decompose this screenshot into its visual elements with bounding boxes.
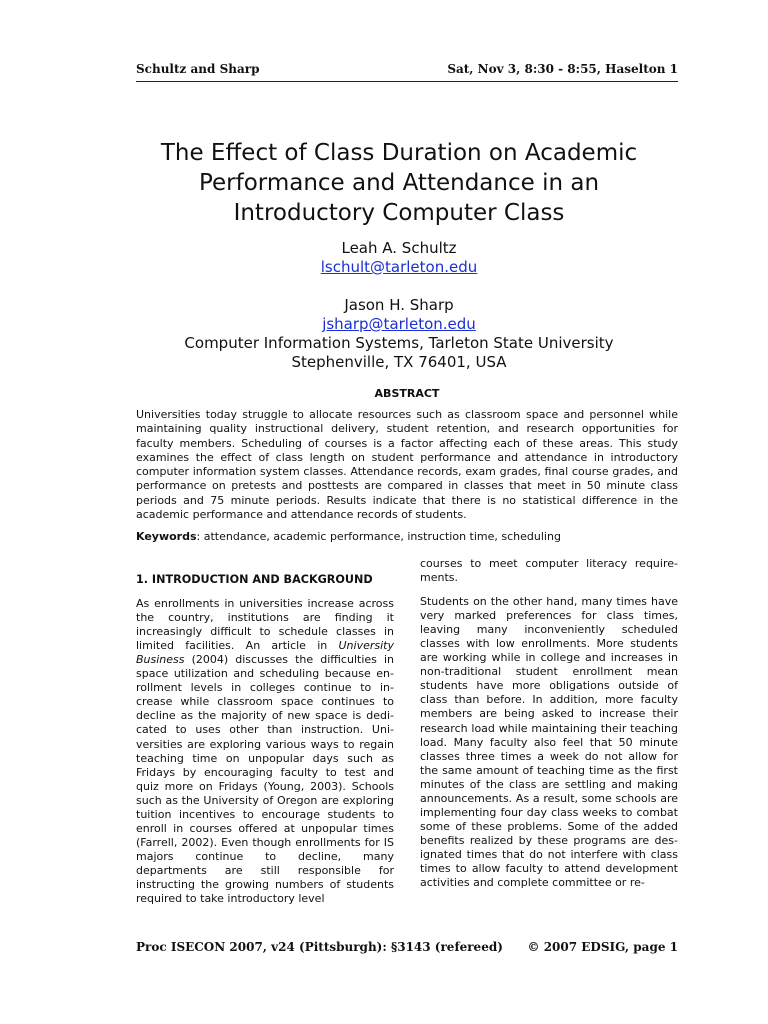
page-footer — [136, 940, 678, 954]
keywords-text: : attendance, academic performance, instruction time, scheduling — [196, 530, 561, 543]
author-2 — [120, 296, 678, 372]
author-1-email-link[interactable]: lschult@tarleton.edu — [320, 258, 478, 276]
author-2-name: Jason H. Sharp — [344, 296, 454, 314]
header-authors: Schultz and Sharp — [136, 62, 260, 76]
abstract-text: Universities today struggle to allocate resources such as classroom space and personnel while maintaining quality instructional delivery, student retention, and research opportunities for faculty members. Scheduling of courses is a factor affecting each of these areas. This study examines the effect of class length on student performance and attendance in introductory computer information system classes. Attendance records, exam grades, final course grades, and performance on pretests and posttests are compared in classes that meet in 50 minute class periods and 75 minute periods. Results indicate that there is no statistical difference in the academic performance and attendance records of students. — [136, 408, 678, 522]
keywords-line — [136, 530, 678, 544]
intro-text-a: As enrollments in universities increase across the country, institutions are finding it increasingly difficult to schedule classes in limited facilities. An article in — [136, 597, 394, 653]
title-line-2: Performance and Attendance in an — [198, 170, 600, 196]
author-1-name: Leah A. Schultz — [341, 239, 457, 257]
left-column — [136, 573, 394, 916]
header-session: Sat, Nov 3, 8:30 - 8:55, Haselton 1 — [447, 62, 678, 76]
intro-paragraph-1 — [136, 597, 394, 906]
title-line-1: The Effect of Class Duration on Academic — [160, 140, 638, 166]
intro-continuation: courses to meet computer literacy requirements. — [420, 557, 678, 585]
running-header — [136, 62, 678, 82]
author-1 — [120, 239, 678, 277]
affiliation-line-2: Stephenville, TX 76401, USA — [291, 353, 507, 371]
right-column — [420, 557, 678, 900]
footer-proceedings: Proc ISECON 2007, v24 (Pittsburgh): §3143 (refereed) — [136, 940, 503, 954]
intro-italic-citation: University Business — [136, 639, 394, 667]
intro-text-b: (2004) discusses the difficulties in space utilization and scheduling because enrollment levels in colleges continue to increase while classroom space continues to decline as the majority of new space is dedicated to uses other than instruction. Universities are exploring various ways to regain teaching time on unpopular days such as Fridays by encouraging faculty to test and quiz more on Fridays (Young, 2003). Schools such as the University of Oregon are exploring tuition incentives to encourage students to enroll in courses offered at unpopular times (Farrell, 2002). Even though enrollments for IS majors continue to decline, many departments are still responsible for instructing the growing numbers of students required to take introductory level — [136, 653, 394, 906]
section-1-heading: 1. INTRODUCTION AND BACKGROUND — [136, 573, 373, 586]
author-2-email-link[interactable]: jsharp@tarleton.edu — [322, 315, 476, 333]
abstract-heading: ABSTRACT — [374, 387, 440, 400]
footer-copyright: © 2007 EDSIG, page 1 — [527, 940, 678, 954]
title-line-3: Introductory Computer Class — [233, 200, 565, 226]
affiliation-line-1: Computer Information Systems, Tarleton State University — [184, 334, 614, 352]
intro-paragraph-2: Students on the other hand, many times have very marked preferences for class times, leaving many inconveniently scheduled classes with low enrollments. More students are working while in college and increases in non-traditional student enrollment mean students have more obligations outside of class than before. In addition, more faculty members are being asked to increase their research load while maintaining their teaching load. Many faculty also feel that 50 minute classes three times a week do not allow for the same amount of teaching time as the first minutes of the class are settling and making announcements. As a result, some schools are implementing four day class weeks to combat some of these problems. Some of the added benefits realized by these programs are designated times that do not interfere with class times to allow faculty to attend development activities and complete committee or re- — [420, 595, 678, 890]
keywords-label: Keywords — [136, 530, 197, 543]
paper-title — [120, 138, 678, 228]
